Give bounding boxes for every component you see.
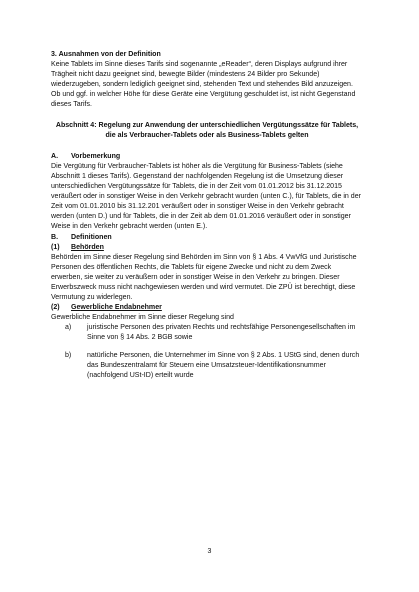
list-item — [65, 351, 363, 381]
list-item-text: natürliche Personen, die Unternehmer im Sinne von § 2 Abs. 1 UStG sind, denen durch das Bundeszentralamt für Steuern eine Umsatzsteuer-Identifikationsnummer (nachfolgend USt-ID) erteilt wurde — [87, 351, 360, 379]
page-number: 3 — [207, 547, 212, 555]
subsection-1-number: (1) — [51, 243, 60, 251]
list-item-label: b) — [65, 351, 72, 359]
abschnitt-4-title-line1: Abschnitt 4: Regelung zur Anwendung der unterschiedlichen Vergütungssätze für Tablets, — [55, 121, 359, 129]
section-3-title: 3. Ausnahmen von der Definition — [51, 51, 161, 58]
list-item — [65, 323, 363, 343]
subsection-2-intro: Gewerbliche Endabnehmer im Sinne dieser Regelung sind — [51, 314, 234, 322]
subsection-2-label: Gewerbliche Endabnehmer — [71, 304, 162, 312]
section-a-label: Vorbemerkung — [71, 152, 121, 160]
list-item-text: juristische Personen des privaten Rechts und rechtsfähige Personengesellschaften im Sinne von § 14 Abs. 2 BGB sowie — [87, 324, 356, 342]
section-a-number: A. — [51, 152, 59, 160]
subsection-1-body: Behörden im Sinne dieser Regelung sind Behörden im Sinn von § 1 Abs. 4 VwVfG und Juristische Personen des öffentlichen Rechts, die Tablets für eigene Zwecke und nicht zu dem Zweck erwerben, sie weiter zu veräußern oder in sonstiger Weise in den Verkehr zu bringen. Dieser Erwerbszweck muss nicht nachgewiesen werden und wird vermutet. Die ZPÜ ist berechtigt, diese Vermutung zu widerlegen. — [51, 253, 357, 302]
subsection-2-number: (2) — [51, 304, 60, 312]
abschnitt-4-title — [51, 121, 363, 141]
subsection-2-list — [51, 323, 363, 380]
section-a-body: Die Vergütung für Verbraucher-Tablets ist höher als die Vergütung für Business-Tablets (siehe Abschnitt 1 dieses Tarifs). Gegenstand der nachfolgenden Regelung ist die Umsetzung dieser unterschiedlichen Vergütungssätze für Tablets, die in der Zeit vom 01.01.2012 bis 31.12.2015 veräußert oder in sonstiger Weise in den Verkehr gebracht wurden (unten C.), für Tablets, die in der Zeit vom 01.01.2010 bis 31.12.201 veräußert oder in sonstiger Weise in den Verkehr gebracht werden (unten D.) und für Tablets, die in der Zeit ab dem 01.01.2016 veräußert oder in sonstiger Weise in den Verkehr gebracht werden (unten E.). — [51, 162, 361, 231]
list-item-label: a) — [65, 324, 72, 332]
section-b-label: Definitionen — [71, 233, 112, 241]
section-a-heading — [51, 152, 363, 162]
abschnitt-4-title-line2: die als Verbraucher-Tablets oder als Business-Tablets gelten — [105, 131, 309, 139]
section-b-heading — [51, 233, 363, 243]
subsection-2-heading — [51, 303, 363, 313]
subsection-1-label: Behörden — [71, 243, 104, 251]
subsection-1-heading — [51, 243, 363, 253]
section-b-number: B. — [51, 233, 59, 241]
section-3-body: Keine Tablets im Sinne dieses Tarifs sind sogenannte „eReader“, deren Displays aufgrund ihrer Trägheit nicht dazu geeignet sind, bewegte Bilder (mindestens 24 Bilder pro Sekunde) wiederzugeben, sondern lediglich geeignet sind, stehenden Text und stehendes Bild anzuzeigen. Ob und ggf. in welcher Höhe für diese Geräte eine Vergütung geschuldet ist, ist nicht Gegenstand dieses Tarifs. — [51, 61, 356, 109]
